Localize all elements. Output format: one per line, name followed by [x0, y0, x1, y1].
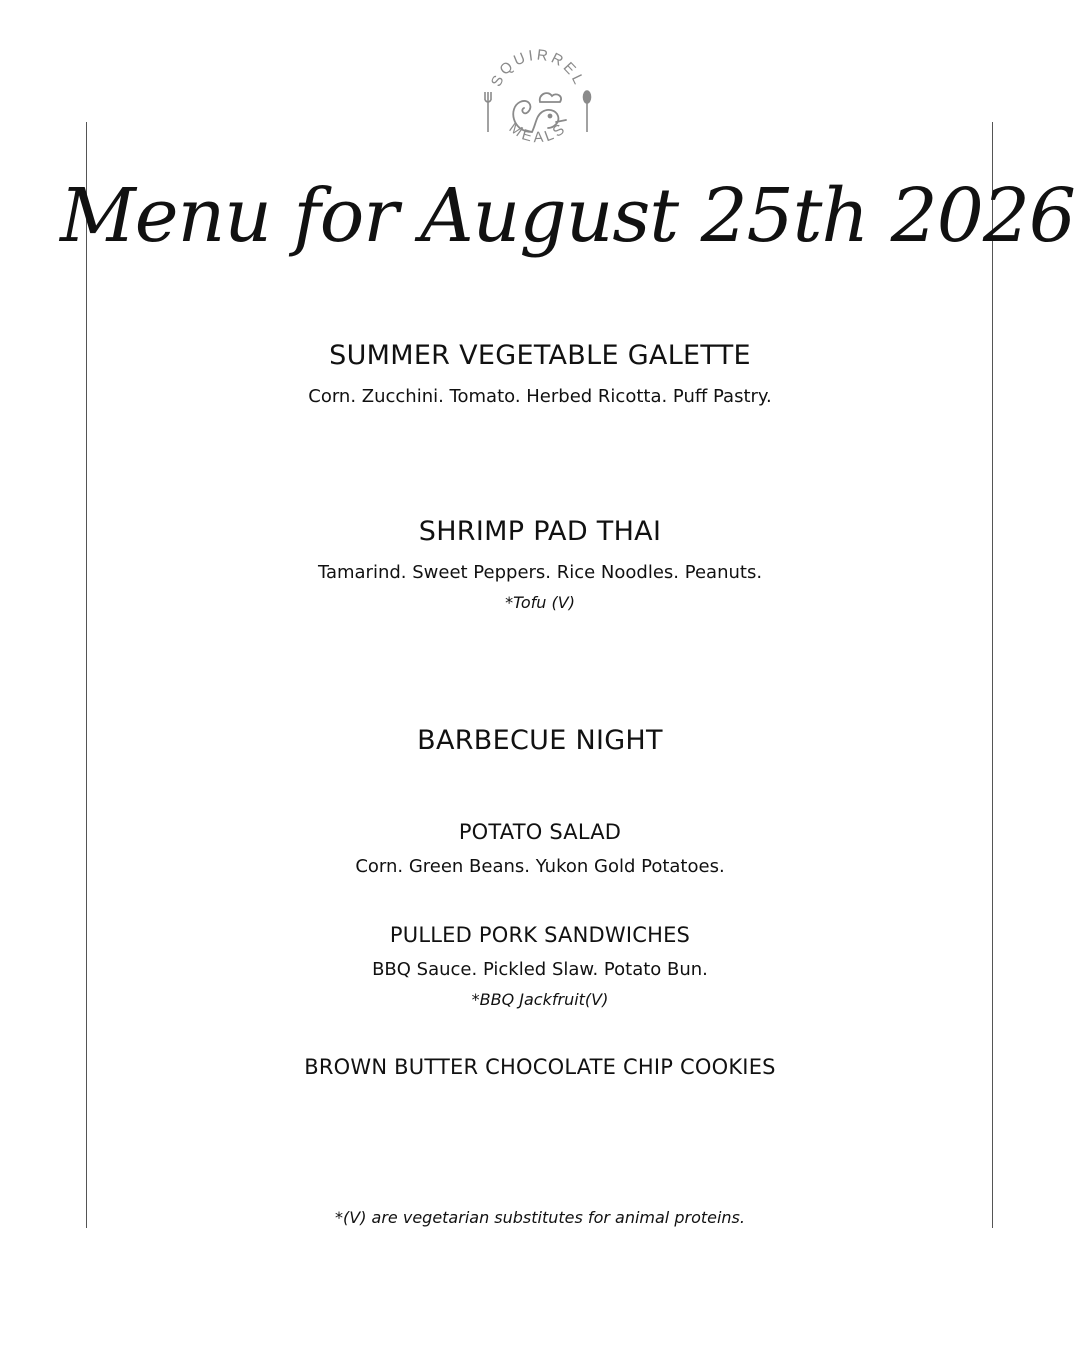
- dish-description: Tamarind. Sweet Peppers. Rice Noodles. Peanuts.: [317, 562, 763, 583]
- sub-dish-description: BBQ Sauce. Pickled Slaw. Potato Bun.: [372, 959, 708, 980]
- fork-icon: [485, 92, 491, 132]
- sub-dish-title: POTATO SALAD: [458, 820, 622, 844]
- left-border-line: [86, 122, 87, 1228]
- dish-title: SHRIMP PAD THAI: [418, 516, 662, 547]
- squirrel-meals-logo: [476, 36, 600, 160]
- sub-dish-description: Corn. Green Beans. Yukon Gold Potatoes.: [355, 856, 725, 877]
- squirrel-chef-icon: [476, 36, 600, 160]
- sub-dish-title: BROWN BUTTER CHOCOLATE CHIP COOKIES: [304, 1055, 776, 1079]
- sub-dish-substitute: *BBQ Jackfruit(V): [471, 990, 609, 1009]
- sub-dish-title: PULLED PORK SANDWICHES: [389, 923, 691, 947]
- spoon-icon: [584, 91, 591, 132]
- section-title: BARBECUE NIGHT: [417, 725, 663, 756]
- logo-bottom-text: MEALS: [505, 119, 571, 147]
- right-border-line: [992, 122, 993, 1228]
- dish-description: Corn. Zucchini. Tomato. Herbed Ricotta. Puff Pastry.: [308, 386, 772, 407]
- vegetarian-note: *(V) are vegetarian substitutes for animal proteins.: [335, 1208, 745, 1227]
- logo-top-text: SQUIRREL: [487, 46, 589, 90]
- dish-title: SUMMER VEGETABLE GALETTE: [329, 340, 751, 371]
- svg-text:SQUIRREL: [488, 47, 588, 90]
- menu-title: Menu for August 25th 2026: [60, 173, 1076, 259]
- dish-substitute: *Tofu (V): [505, 593, 575, 612]
